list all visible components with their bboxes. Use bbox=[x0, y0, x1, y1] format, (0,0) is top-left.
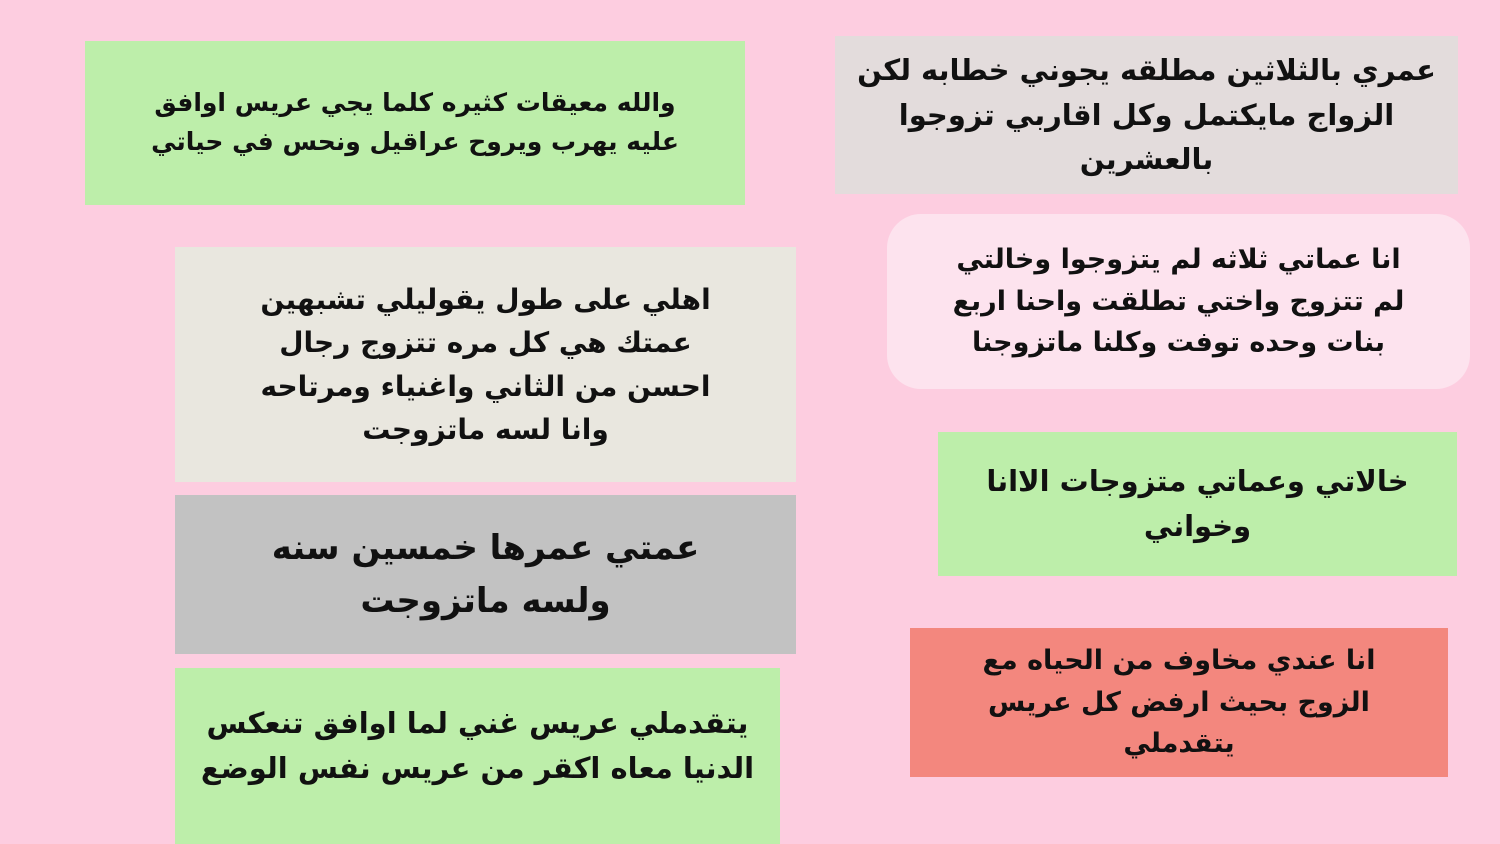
note-card-divorced-thirty bbox=[835, 36, 1458, 194]
note-text: والله معيقات كثيره كلما يجي عريس اوافق عليه يهرب ويروح عراقيل ونحس في حياتي bbox=[151, 88, 679, 156]
note-card-rich-suitor bbox=[175, 668, 780, 844]
note-text: عمري بالثلاثين مطلقه يجوني خطابه لكن الزواج مايكتمل وكل اقاربي تزوجوا بالعشرين bbox=[857, 52, 1436, 177]
note-text: عمتي عمرها خمسين سنه ولسه ماتزوجت bbox=[271, 527, 700, 621]
note-card-fears bbox=[910, 628, 1448, 777]
note-card-family-comparison bbox=[175, 247, 796, 482]
note-text: اهلي على طول يقوليلي تشبهين عمتك هي كل مره تتزوج رجال احسن من الثاني واغنياء ومرتاحه وانا لسه ماتزوجت bbox=[260, 282, 711, 446]
note-card-obstacles bbox=[85, 41, 745, 205]
note-text: يتقدملي عريس غني لما اوافق تنعكس الدنيا معاه اكقر من عريس نفس الوضع bbox=[200, 706, 755, 785]
note-card-aunts-unmarried bbox=[887, 214, 1470, 389]
note-text: انا عندي مخاوف من الحياه مع الزوج بحيث ارفض كل عريس يتقدملي bbox=[982, 644, 1376, 760]
note-text: انا عماتي ثلاثه لم يتزوجوا وخالتي لم تتزوج واختي تطلقت واحنا اربع بنات وحده توفت وكلنا ماتزوجنا bbox=[952, 243, 1405, 359]
note-card-aunt-fifty bbox=[175, 495, 796, 654]
note-text: خالاتي وعماتي متزوجات الاانا وخواني bbox=[986, 464, 1409, 543]
note-card-all-married-except-me bbox=[938, 432, 1457, 576]
